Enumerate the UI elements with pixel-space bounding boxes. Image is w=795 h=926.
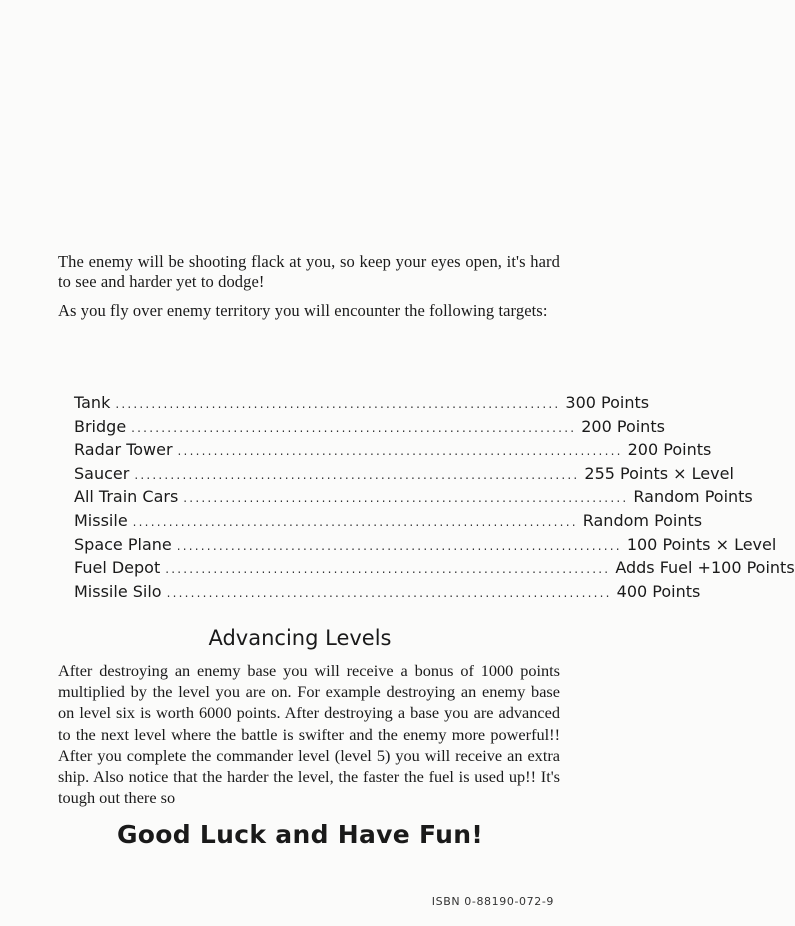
target-name: Radar Tower [74,440,173,460]
target-points: 100 Points × Level [626,534,777,554]
isbn-number: ISBN 0-88190-072-9 [431,895,554,908]
target-points: 200 Points [627,440,712,460]
intro-paragraph-1: The enemy will be shooting flack at you, so keep your eyes open, it's hard to see and harder yet to dodge! [58,252,560,291]
closing-line: Good Luck and Have Fun! [116,820,484,849]
target-name: Saucer [74,463,130,483]
target-row [74,510,703,534]
target-points: Random Points [633,487,753,507]
target-name: Missile Silo [74,581,162,601]
target-row [74,581,701,605]
target-name: Tank [74,393,111,412]
dot-leader: .......................................................................... [132,514,578,529]
target-points: 400 Points [616,581,701,601]
target-row [74,416,665,440]
target-name: Fuel Depot [74,558,161,578]
targets-list [74,392,795,604]
target-row [74,557,795,581]
dot-leader: .......................................................................... [131,420,577,435]
target-name: Missile [74,510,128,530]
target-row [74,534,777,558]
dot-leader: .......................................................................... [177,444,623,459]
target-points: 300 Points [565,393,650,412]
section-heading: Advancing Levels [208,626,392,650]
target-row [74,486,753,510]
dot-leader: .......................................................................... [115,397,561,411]
intro-paragraph-2: As you fly over enemy territory you will encounter the following targets: [58,301,548,320]
dot-leader: .......................................................................... [166,585,612,600]
target-name: Space Plane [74,534,172,554]
section-body [58,660,560,808]
dot-leader: .......................................................................... [183,491,629,506]
dot-leader: .......................................................................... [165,562,611,577]
target-points: Random Points [582,510,703,530]
target-name: All Train Cars [74,487,179,507]
dot-leader: .......................................................................... [176,538,622,553]
target-points: Adds Fuel +100 Points [615,558,795,578]
target-points: 255 Points × Level [584,463,734,483]
dot-leader: .......................................................................... [134,467,580,482]
section-paragraph: After destroying an enemy base you will receive a bonus of 1000 points multiplied by the level you are on. For example destroying an enemy base on level six is worth 6000 points. After destroying a base you are advanced to the next level where the battle is swifter and the enemy more powerful!! After you complete the commander level (level 5) you will receive an extra ship. Also notice that the harder the level, the faster the fuel is used up!! It's tough out there so [58,661,560,808]
target-row [74,392,650,416]
target-name: Bridge [74,416,127,436]
target-row [74,463,734,487]
intro-text [58,252,560,330]
target-points: 200 Points [581,416,665,436]
target-row [74,439,712,463]
